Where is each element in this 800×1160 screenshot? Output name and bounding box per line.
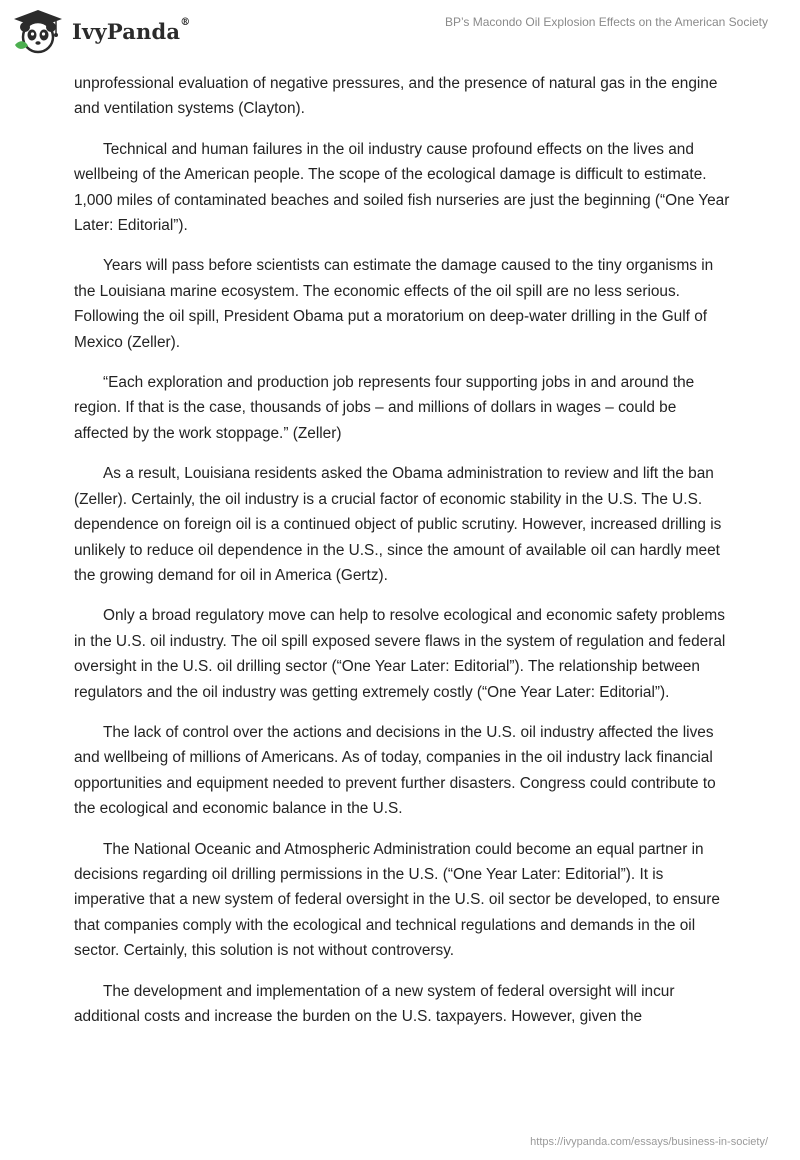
panda-graduate-icon	[12, 8, 64, 54]
paragraph: Technical and human failures in the oil industry cause profound effects on the lives and wellbeing of the American people. The scope of the ecological damage is difficult to estimate. 1,000 miles of contaminated beaches and soiled fish nurseries are just the beginning (“One Year Later: Editorial”).	[74, 140, 730, 235]
paragraph: The lack of control over the actions and decisions in the U.S. oil industry affected the lives and wellbeing of millions of Americans. As of today, companies in the oil industry lack financial opportunities and equipment needed to prevent further disasters. Congress could contribute to the ecological and economic balance in the U.S.	[74, 723, 716, 818]
paragraph: unprofessional evaluation of negative pressures, and the presence of natural gas in the engine and ventilation systems (Clayton).	[74, 75, 718, 118]
block-quote: “Each exploration and production job represents four supporting jobs in and around the region. If that is the case, thousands of jobs – and millions of dollars in wages – could be affected by the work stoppage.” (Zeller)	[74, 374, 695, 442]
registered-mark: ®	[180, 16, 191, 28]
essay-body	[74, 71, 734, 1044]
source-url[interactable]: https://ivypanda.com/essays/business-in-society/	[530, 1136, 768, 1148]
paragraph: Years will pass before scientists can estimate the damage caused to the tiny organisms in the Louisiana marine ecosystem. The economic effects of the oil spill are no less serious. Following the oil spill, President Obama put a moratorium on deep-water drilling in the Gulf of Mexico (Zeller).	[74, 257, 714, 351]
brand-logo[interactable]	[12, 8, 190, 54]
paragraph: The development and implementation of a new system of federal oversight will incur additional costs and increase the burden on the U.S. taxpayers. However, given the	[74, 982, 675, 1025]
paragraph: As a result, Louisiana residents asked the Obama administration to review and lift the ban (Zeller). Certainly, the oil industry is a crucial factor of economic stability in the U.S. The U.S. dependence on foreign oil is a continued object of public scrutiny. However, increased drilling is unlikely to reduce oil dependence in the U.S., since the amount of available oil can hardly meet the growing demand for oil in America (Gertz).	[74, 465, 722, 584]
document-title: BP’s Macondo Oil Explosion Effects on the American Society	[444, 15, 768, 29]
paragraph: The National Oceanic and Atmospheric Administration could become an equal partner in decisions regarding oil drilling permissions in the U.S. (“One Year Later: Editorial”). It is imperative that a new system of federal oversight in the U.S. oil sector be developed, to ensure that companies comply with the ecological and technical regulations and demands in the oil sector. Certainly, this solution is not without controversy.	[74, 840, 720, 960]
brand-name: IvyPanda®	[72, 16, 191, 44]
paragraph: Only a broad regulatory move can help to resolve ecological and economic safety problems in the U.S. oil industry. The oil spill exposed severe flaws in the system of regulation and federal oversight in the U.S. oil drilling sector (“One Year Later: Editorial”). The relationship between regulators and the oil industry was getting extremely costly (“One Year Later: Editorial”).	[74, 607, 726, 701]
page-header	[0, 0, 800, 70]
